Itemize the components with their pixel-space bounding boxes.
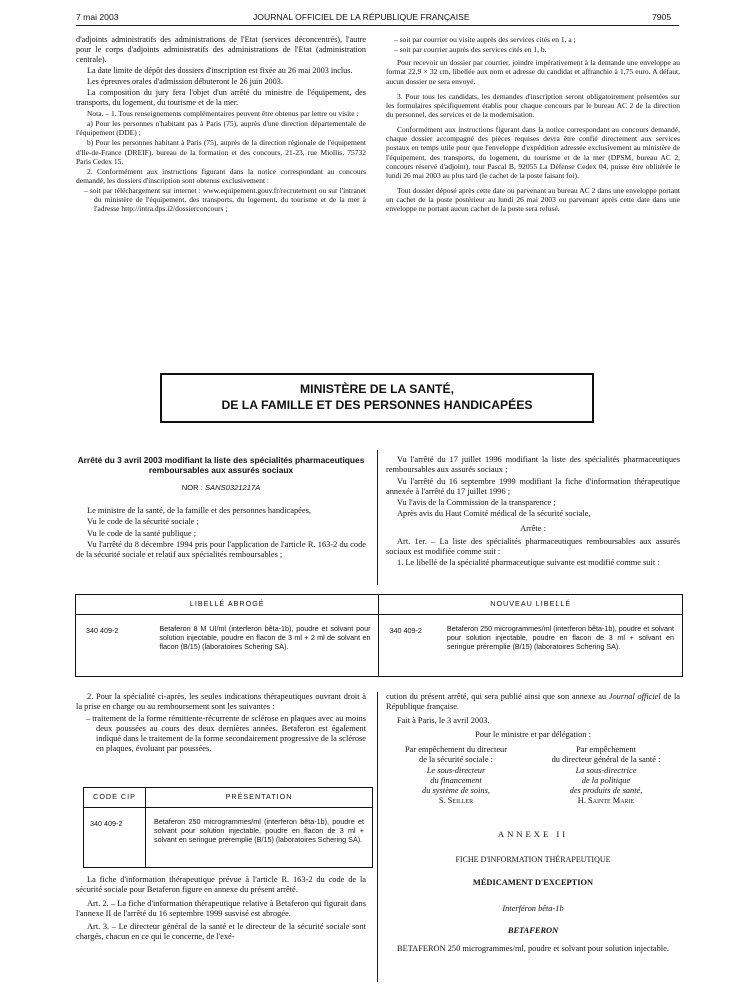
medicament-heading: MÉDICAMENT D'EXCEPTION — [472, 878, 594, 887]
paragraph: La fiche d'information thérapeutique prévue à l'article R. 163-2 du code de la sécurité sociale pour Betaferon figure en annexe du présent arrêté. — [76, 875, 366, 895]
journal-title: JOURNAL OFFICIEL DE LA RÉPUBLIQUE FRANÇAISE — [253, 12, 470, 22]
signature-line: du directeur général de la santé : — [551, 755, 661, 765]
ministry-line-2: DE LA FAMILLE ET DES PERSONNES HANDICAPÉES — [221, 398, 533, 412]
top-left-column — [76, 35, 366, 215]
presentation-text: Betaferon 250 microgrammes/ml (interferon bêta-1b), poudre et solvant pour solution injectable, poudre en flacon de 3 ml + solvant en seringue préremplie (B/15) (laboratoires Schering SA). — [146, 808, 373, 868]
fiche-heading: FICHE D'INFORMATION THÉRAPEUTIQUE — [455, 855, 611, 864]
indication: – traitement de la forme rémittente-récurrente de sclérose en plaques avec au moins deux poussées au cours des deux dernières années. Betaferon est également indiqué dans le traitement de la forme secondairement progressive de la sclérose en plaques, évoluant par poussées. — [86, 713, 366, 754]
paragraph: Vu le code de la sécurité sociale ; — [87, 517, 199, 527]
decree-title: Arrêté du 3 avril 2003 modifiant la liste des spécialités pharmaceutiques remboursables aux assurés sociaux — [77, 455, 365, 476]
note-paragraph: a) Pour les personnes n'habitant pas à Paris (75), auprès d'une direction départementale de l'équipement (DDE) ; — [76, 119, 366, 138]
text-span: cution du présent arrêté, qui sera publié ainsi que son annexe au — [386, 692, 607, 701]
note-paragraph: – soit par téléchargement sur internet : www.equipement.gouv.fr/recrutement ou sur l'intranet du ministère de l'équipement, des transports, du logement, du tourisme et de la mer à l'adresse http://intra.dps.i2/dossierconcours ; — [84, 186, 366, 214]
paragraph: Vu le code de la santé publique ; — [87, 528, 197, 538]
signature-line: de la sécurité sociale : — [419, 755, 493, 765]
paragraph: Vu l'arrêté du 8 décembre 1994 pris pour l'application de l'article R. 163-2 du code de la sécurité sociale et relatif aux spécialités remboursables ; — [76, 539, 366, 559]
note-paragraph: 2. Conformément aux instructions figurant dans la notice correspondant au concours demandé, les dossiers d'inscription sont obtenus exclusivement : — [76, 166, 366, 185]
lower-left-column-end — [76, 875, 366, 944]
signature-line: Par empêchement du directeur — [404, 745, 508, 754]
lower-right-column — [386, 692, 680, 741]
paragraph: Vu l'arrêté du 16 septembre 1999 modifiant la fiche d'information thérapeutique annexée à l'arrêté du 17 juillet 1996 ; — [386, 476, 680, 496]
signing-place-date: Fait à Paris, le 3 avril 2003. — [397, 715, 490, 725]
column-divider — [377, 450, 378, 585]
paragraph: Vu l'avis de la Commission de la transparence ; — [397, 498, 556, 507]
article-3: Art. 3. – Le directeur général de la santé et le directeur de la sécurité sociale sont chargés, chacun en ce qui le concerne, de l'exé- — [76, 922, 366, 942]
note-paragraph: Tout dossier déposé après cette date ou parvenant au bureau AC 2 dans une enveloppe portant un cachet de la poste postérieur au lundi 26 mai 2003 ou parvenant après cette date dans une enveloppe ne portant aucun cachet de la poste sera refusé. — [386, 185, 680, 214]
paragraph: La composition du jury fera l'objet d'un arrêté du ministre de l'équipement, des transports, du logement, du tourisme et de la mer. — [76, 88, 366, 107]
lower-left-column — [76, 692, 366, 756]
cip-header: CODE CIP — [84, 788, 146, 808]
note-paragraph: Conformément aux instructions figurant dans la notice correspondant au concours demandé, chaque dossier accompagné des pièces requises devra être confié directement aux services postaux en temps utile pour que l'enveloppe d'expédition adressée exclusivement au ministère de l'équipement, des transports, du logement, du tourisme et de la mer (DPSM, bureau AC 2, concours réservé d'adjoint), tour Pascal B, 92055 La Défense Cedex 04, puisse être oblitérée le lundi 26 mai 2003 au plus tard (le cachet de la poste faisant foi). — [386, 125, 680, 180]
label-change-table — [75, 594, 683, 677]
table-header-new: NOUVEAU LIBELLÉ — [379, 595, 683, 615]
cip-table — [83, 787, 373, 868]
decree-right-column — [386, 455, 680, 570]
paragraph: 1. Le libellé de la spécialité pharmaceutique suivante est modifié comme suit : — [397, 558, 660, 568]
old-label: Betaferon 8 M UI/ml (interferon bêta-1b), poudre et solvant pour solution injectable, poudre en flacon de 3 ml + 2 ml de solvant en flacon (B/15) (laboratoires Schering SA). — [151, 615, 379, 677]
decree-left-column — [76, 506, 366, 561]
signature-left — [386, 745, 526, 807]
journal-reference: Journal officiel — [608, 692, 661, 701]
table-header-old: LIBELLÉ ABROGÉ — [76, 595, 379, 615]
column-divider — [377, 692, 378, 982]
nor-label: NOR : — [181, 483, 203, 492]
old-code: 340 409-2 — [76, 615, 152, 677]
cip-code: 340 409-2 — [84, 808, 146, 868]
nor-line — [76, 483, 366, 492]
paragraph: 2. Pour la spécialité ci-après, les seules indications thérapeutiques ouvrant droit à la prise en charge ou au remboursement sont les suivantes : — [76, 692, 366, 712]
arrete-heading: Arrête : — [520, 523, 546, 533]
inn-heading: Interféron bêta-1b — [502, 904, 564, 913]
presentation-header: PRÉSENTATION — [146, 788, 373, 808]
paragraph: Le ministre de la santé, de la famille et des personnes handicapées, — [87, 506, 311, 515]
annex-heading: ANNEXE II — [497, 829, 569, 839]
article-1: Art. 1er. – La liste des spécialités pharmaceutiques remboursables aux assurés sociaux est modifiée comme suit : — [386, 536, 680, 556]
note-paragraph: – soit par courrier auprès des services cités en 1, b. — [394, 45, 547, 55]
nor-code: SANS0321217A — [204, 483, 261, 492]
note-paragraph: 3. Pour tous les candidats, les demandes d'inscription seront obligatoirement présentées sur les formulaires spécifiquement établis pour chaque concours par le bureau AC 2 de la direction du personnel, des services et de la modernisation. — [386, 91, 680, 119]
paragraph: d'adjoints administratifs des administrations de l'Etat (services déconcentrés), l'autre pour le corps d'adjoints administratifs des administrations de l'Etat (administration centrale). — [76, 35, 366, 64]
header-rule — [76, 25, 679, 26]
note-paragraph: Pour recevoir un dossier par courrier, joindre impérativement à la demande une enveloppe au format 22,9 × 32 cm, libellée aux nom et adresse du candidat et affranchie à 1,75 euro. A défaut, aucun dossier ne sera envoyé. — [386, 58, 680, 86]
new-label: Betaferon 250 microgrammes/ml (interferon bêta-1b), poudre et solvant pour solution injectable, poudre en flacon de 3 ml + solvant en seringue préremplie (B/15) (laboratoires Schering SA). — [439, 615, 683, 677]
paragraph — [386, 692, 680, 713]
article-2: Art. 2. – La fiche d'information thérapeutique relative à Betaferon qui figurait dans l'annexe II de l'arrêté du 16 septembre 1999 susvisé est abrogée. — [76, 898, 366, 918]
ministry-line-1: MINISTÈRE DE LA SANTÉ, — [300, 382, 454, 397]
paragraph: Après avis du Haut Comité médical de la sécurité sociale, — [397, 509, 591, 519]
signature-line: des produits de santé, — [569, 786, 643, 795]
paragraph: Les épreuves orales d'admission débuteront le 26 juin 2003. — [87, 77, 283, 86]
signature-line: La sous-directrice — [575, 765, 637, 775]
product-description: BETAFERON 250 microgrammes/ml, poudre et solvant pour solution injectable. — [397, 944, 669, 953]
top-right-column — [386, 35, 680, 214]
note-paragraph: – soit par courrier ou visite auprès des services cités en 1, a ; — [394, 35, 576, 44]
signatory-name: S. Seiller — [438, 796, 474, 806]
signatory-name: H. Sainte Marie — [577, 796, 635, 806]
note-paragraph: Nota. – 1. Tous renseignements complémentaires peuvent être obtenus par lettre ou visite : — [87, 109, 359, 118]
signature-line: du financement — [430, 775, 482, 785]
header-date: 7 mai 2003 — [76, 12, 119, 22]
signature-line: du système de soins, — [422, 786, 490, 795]
signature-line: de la politique — [581, 775, 631, 785]
note-paragraph: b) Pour les personnes habitant à Paris (75), auprès de la direction régionale de l'équipement d'Ile-de-France (DREIF), bureau de la formation et des concours, 21-23, rue Miollis, 75732 Paris Cedex 15. — [76, 138, 366, 166]
paragraph: Vu l'arrêté du 17 juillet 1996 modifiant la liste des spécialités pharmaceutiques remboursables aux assurés sociaux ; — [386, 455, 680, 475]
paragraph: La date limite de dépôt des dossiers d'inscription est fixée au 26 mai 2003 inclus. — [87, 66, 353, 75]
signature-line: Le sous-directeur — [426, 765, 486, 775]
delegation-line: Pour le ministre et par délégation : — [475, 729, 591, 739]
brand-heading: BETAFERON — [507, 926, 559, 935]
signature-line: Par empêchement — [576, 745, 636, 754]
ministry-banner — [160, 373, 594, 423]
signature-right — [527, 745, 685, 807]
page-number: 7905 — [652, 12, 672, 22]
new-code: 340 409-2 — [379, 615, 439, 677]
text-span: de la République française. — [386, 692, 680, 712]
